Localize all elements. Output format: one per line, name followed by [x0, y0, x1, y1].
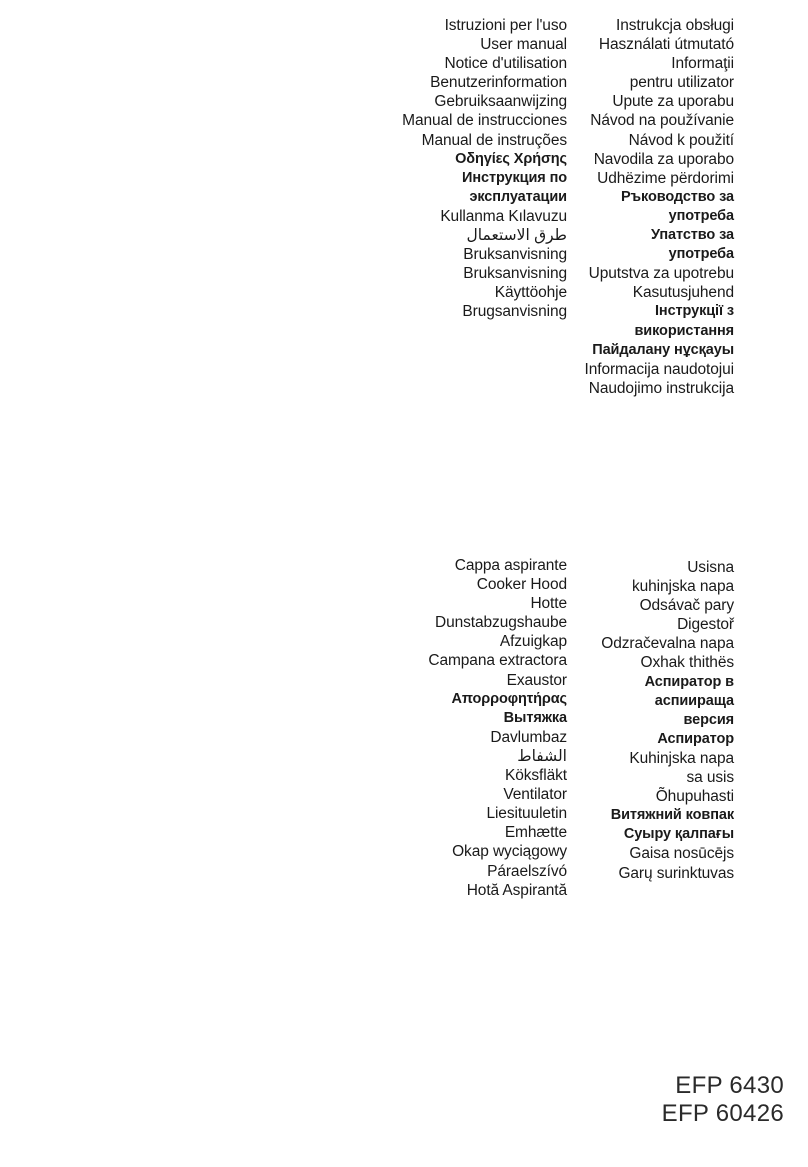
language-entry: Hotă Aspirantă	[466, 881, 567, 899]
language-entry: Emhætte	[504, 824, 567, 842]
language-entry: الشفاط	[517, 747, 567, 765]
language-entry: Odzračevalna napa	[601, 635, 734, 653]
language-entry: Uputstva za upotrebu	[588, 265, 734, 283]
language-entry: Usisna	[687, 559, 734, 576]
language-entry: Gaisa nosūcējs	[629, 845, 734, 863]
language-entry: Instrukcja obsługi	[616, 17, 734, 34]
language-entry: эксплуатации	[469, 188, 567, 205]
model-number: EFP 60426	[661, 1100, 784, 1127]
language-entry: Dunstabzugshaube	[435, 614, 567, 632]
language-entry: Витяжний ковпак	[610, 807, 734, 824]
language-entry: Afzuigkap	[499, 633, 567, 651]
model-numbers	[662, 1072, 784, 1128]
language-entry: Informaţii	[671, 55, 734, 73]
language-entry: Páraelszívó	[487, 862, 567, 880]
language-entry: Navodila za uporabo	[593, 150, 734, 168]
language-entry: Campana extractora	[428, 652, 567, 670]
manual-titles-right	[585, 16, 734, 398]
language-entry: pentru utilizator	[629, 74, 734, 92]
language-entry: Οδηγίες Χρήσης	[455, 150, 567, 167]
language-entry: Istruzioni per l'uso	[444, 17, 567, 34]
language-entry: Liesituuletin	[486, 805, 567, 823]
language-entry: Ръководство за	[620, 188, 734, 205]
language-entry: Аспиратор	[657, 730, 734, 747]
language-entry: Аспиратор в	[644, 673, 734, 690]
language-entry: Käyttöohje	[494, 284, 567, 302]
language-entry: Інструкції з	[655, 303, 734, 320]
language-entry: Kullanma Kılavuzu	[440, 207, 567, 225]
language-entry: Manual de instruções	[421, 131, 567, 149]
language-entry: sa usis	[686, 769, 734, 787]
language-entry: Bruksanvisning	[463, 265, 567, 283]
language-entry: Manual de instrucciones	[402, 112, 567, 130]
language-entry: Gebruiksaanwijzing	[434, 93, 567, 111]
language-entry: Õhupuhasti	[655, 788, 734, 806]
language-entry: Garų surinktuvas	[618, 864, 734, 882]
language-entry: kuhinjska napa	[631, 578, 734, 596]
language-entry: Kasutusjuhend	[632, 284, 734, 302]
language-entry: версия	[683, 711, 734, 728]
language-entry: Hotte	[530, 595, 567, 613]
manual-titles-left	[402, 16, 567, 322]
language-entry: User manual	[480, 36, 567, 54]
language-entry: Benutzerinformation	[430, 74, 567, 92]
language-entry: употреба	[668, 246, 734, 263]
language-entry: Brugsanvisning	[462, 303, 567, 321]
language-entry: Okap wyciągowy	[452, 843, 567, 861]
language-entry: Ventilator	[503, 786, 567, 804]
language-entry: Udhëzime përdorimi	[597, 169, 734, 187]
language-entry: Davlumbaz	[490, 728, 567, 746]
language-entry: Exaustor	[506, 671, 567, 689]
language-entry: аспиираща	[654, 692, 734, 709]
language-entry: Απορροφητήρας	[451, 690, 567, 707]
language-entry: Kuhinjska napa	[629, 749, 734, 767]
language-entry: Köksfläkt	[505, 767, 567, 785]
product-names-right	[601, 558, 734, 883]
language-entry: Cappa aspirante	[454, 557, 567, 574]
language-entry: Upute za uporabu	[612, 93, 734, 111]
language-entry: طرق الاستعمال	[466, 227, 567, 245]
language-entry: Informacija naudotojui	[584, 360, 734, 378]
language-entry: Digestoř	[677, 616, 734, 634]
language-entry: Пайдалану нұсқауы	[592, 341, 734, 358]
language-entry: употреба	[668, 207, 734, 224]
product-names-left	[428, 556, 567, 900]
language-entry: Bruksanvisning	[463, 246, 567, 264]
language-entry: Návod k použití	[628, 131, 734, 149]
language-entry: Naudojimo instrukcija	[588, 379, 734, 397]
language-entry: Упатство за	[651, 227, 734, 244]
language-entry: Használati útmutató	[598, 36, 734, 54]
language-entry: Notice d'utilisation	[444, 55, 567, 73]
language-entry: Вытяжка	[503, 709, 567, 726]
language-entry: Cooker Hood	[476, 576, 567, 594]
language-entry: Суыру қалпағы	[623, 826, 734, 843]
language-entry: Инструкция по	[462, 169, 567, 186]
language-entry: Oxhak thithës	[640, 654, 734, 672]
language-entry: Odsávač pary	[639, 597, 734, 615]
model-number: EFP 6430	[675, 1072, 784, 1099]
language-entry: Návod na používanie	[590, 112, 734, 130]
language-entry: використання	[634, 322, 734, 339]
